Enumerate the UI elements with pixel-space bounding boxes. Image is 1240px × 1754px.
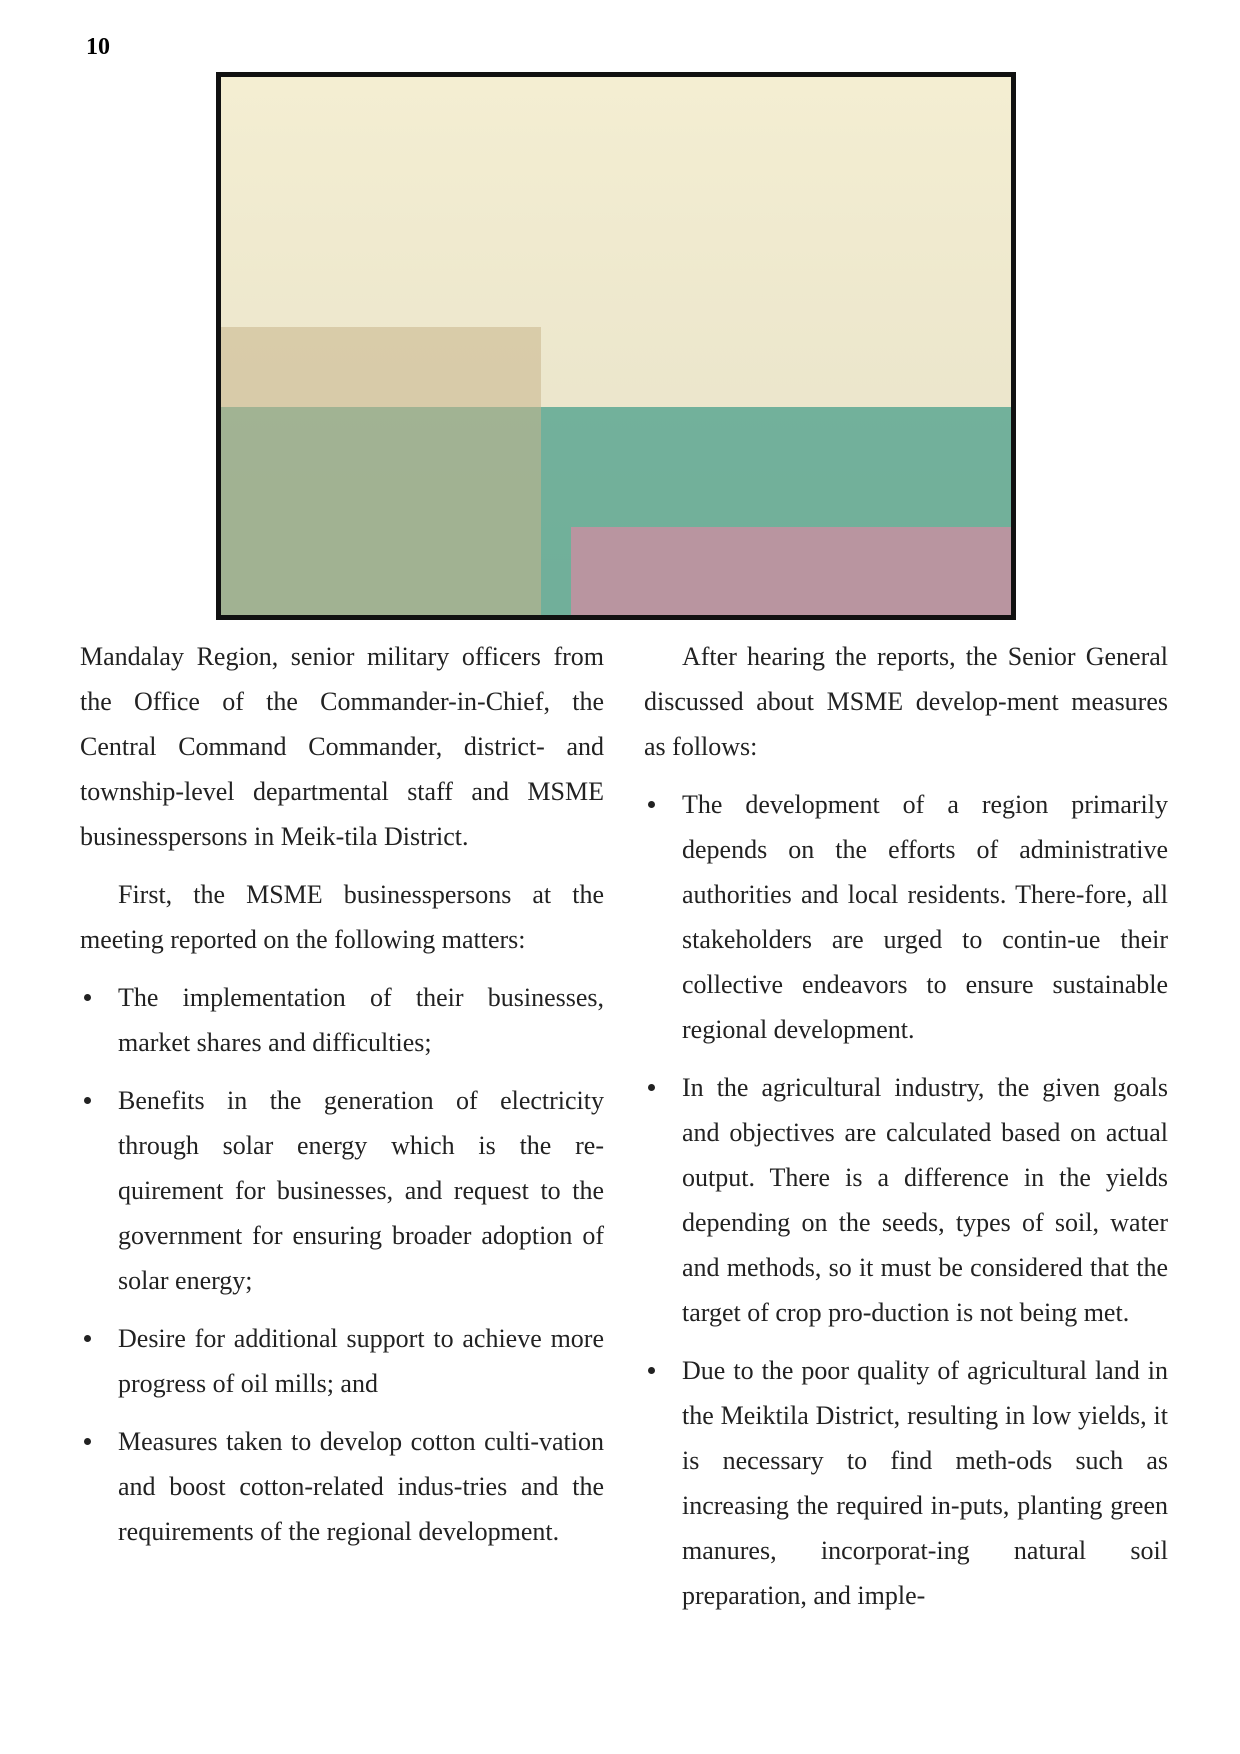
list-item: The implementation of their businesses, market shares and difficulties; [80, 975, 604, 1065]
list-item: Measures taken to develop cotton culti-vation and boost cotton-related indus-tries and the requirements of the regional development. [80, 1419, 604, 1554]
right-column [644, 634, 1168, 1631]
bullet-list [80, 975, 604, 1554]
photo-placeholder [221, 77, 1011, 615]
list-item: The development of a region primarily depends on the efforts of administrative authorities and local residents. There-fore, all stakeholders are urged to contin-ue their collective endeavors to ensure sustainable regional development. [644, 782, 1168, 1052]
photo [216, 72, 1016, 620]
list-item: In the agricultural industry, the given goals and objectives are calculated based on actual output. There is a difference in the yields depending on the seeds, types of soil, water and methods, so it must be considered that the target of crop pro-duction is not being met. [644, 1065, 1168, 1335]
paragraph: First, the MSME businesspersons at the meeting reported on the following matters: [80, 880, 604, 954]
list-item: Due to the poor quality of agricultural land in the Meiktila District, resulting in low yields, it is necessary to find meth-ods such as increasing the required in-puts, planting green manures, incorporat-ing natural soil preparation, and imple- [644, 1348, 1168, 1618]
page-number: 10 [86, 34, 110, 60]
bullet-list [644, 782, 1168, 1618]
list-item: Desire for additional support to achieve more progress of oil mills; and [80, 1316, 604, 1406]
left-column [80, 634, 604, 1567]
paragraph: Mandalay Region, senior military officers from the Office of the Commander-in-Chief, the Central Command Commander, district- and township-level departmental staff and MSME businesspersons in Meik-tila District. [80, 642, 604, 851]
paragraph: After hearing the reports, the Senior General discussed about MSME develop-ment measures as follows: [644, 642, 1168, 761]
list-item: Benefits in the generation of electricity through solar energy which is the re-quirement for businesses, and request to the government for ensuring broader adoption of solar energy; [80, 1078, 604, 1303]
